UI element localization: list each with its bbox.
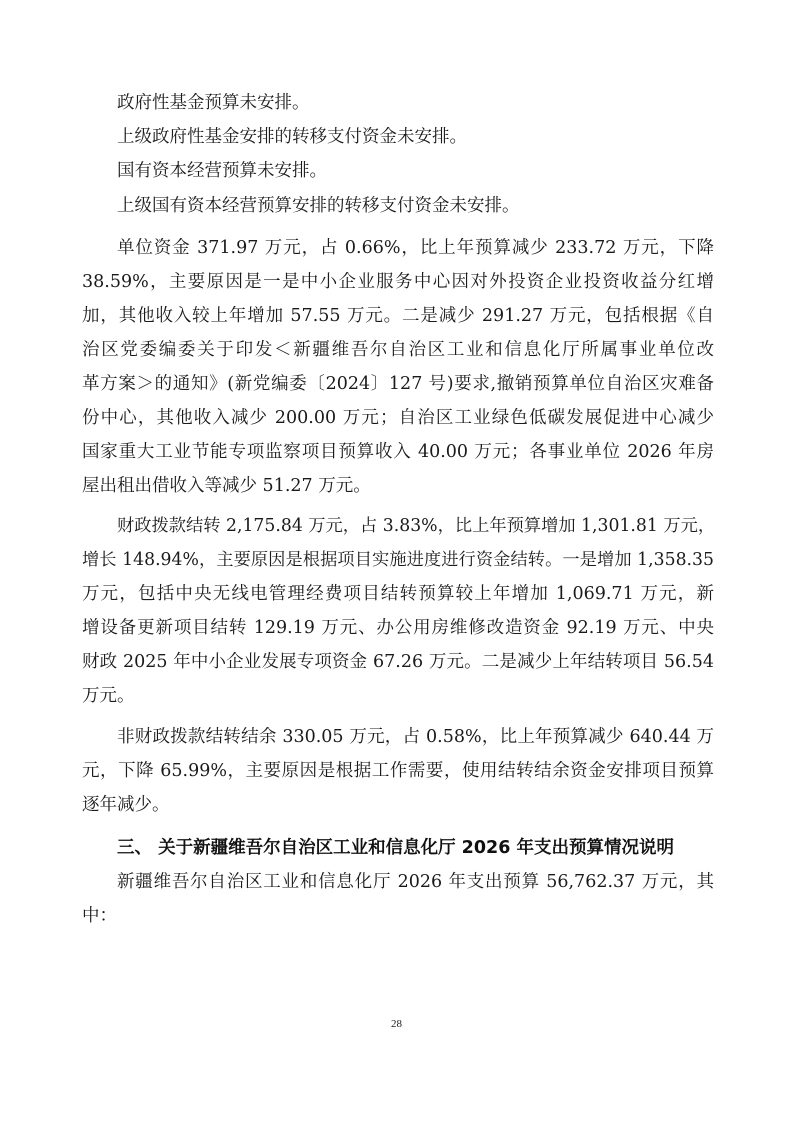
text-line-transfer-government-fund: 上级政府性基金安排的转移支付资金未安排。	[117, 127, 467, 147]
paragraph-line: 加，其他收入较上年增加 57.55 万元。二是减少 291.27 万元，包括根据《自	[82, 306, 714, 326]
paragraph-line: 治区党委编委关于印发＜新疆维吾尔自治区工业和信息化厅所属事业单位改	[82, 340, 714, 360]
paragraph-line: 万元，包括中央无线电管理经费项目结转预算较上年增加 1,069.71 万元，新	[82, 584, 714, 604]
paragraph-line: 逐年减少。	[82, 795, 170, 815]
paragraph-line: 元，下降 65.99%，主要原因是根据工作需要，使用结转结余资金安排项目预算	[82, 761, 714, 781]
paragraph-line: 万元。	[82, 686, 135, 706]
paragraph-line: 屋出租出借收入等减少 51.27 万元。	[82, 476, 371, 496]
paragraph-line: 中：	[82, 906, 117, 926]
text-line-state-capital: 国有资本经营预算未安排。	[117, 161, 327, 181]
paragraph-line: 国家重大工业节能专项监察项目预算收入 40.00 万元；各事业单位 2026 年房	[82, 442, 714, 462]
section-heading: 三、 关于新疆维吾尔自治区工业和信息化厅 2026 年支出预算情况说明	[117, 838, 674, 858]
paragraph-line: 增长 148.94%，主要原因是根据项目实施进度进行资金结转。一是增加 1,358.35	[82, 550, 714, 570]
paragraph-line: 38.59%，主要原因是一是中小企业服务中心因对外投资企业投资收益分红增	[82, 272, 714, 292]
text-line-transfer-state-capital: 上级国有资本经营预算安排的转移支付资金未安排。	[117, 196, 520, 216]
paragraph-line: 新疆维吾尔自治区工业和信息化厅 2026 年支出预算 56,762.37 万元，其	[117, 872, 714, 892]
paragraph-line: 财政拨款结转 2,175.84 万元，占 3.83%，比上年预算增加 1,301.81 万元，	[117, 516, 716, 536]
paragraph-line: 革方案＞的通知》(新党编委〔2024〕127 号)要求,撤销预算单位自治区灾难备	[82, 374, 714, 394]
paragraph-line: 财政 2025 年中小企业发展专项资金 67.26 万元。二是减少上年结转项目 56.54	[82, 652, 714, 672]
paragraph-line: 份中心，其他收入减少 200.00 万元；自治区工业绿色低碳发展促进中心减少	[82, 408, 714, 428]
page-number: 28	[391, 1018, 402, 1030]
paragraph-line: 非财政拨款结转结余 330.05 万元，占 0.58%，比上年预算减少 640.44 万	[117, 727, 714, 747]
paragraph-line: 单位资金 371.97 万元，占 0.66%，比上年预算减少 233.72 万元，下降	[117, 238, 714, 258]
text-line-government-fund: 政府性基金预算未安排。	[117, 93, 310, 113]
paragraph-line: 增设备更新项目结转 129.19 万元、办公用房维修改造资金 92.19 万元、中央	[82, 618, 714, 638]
